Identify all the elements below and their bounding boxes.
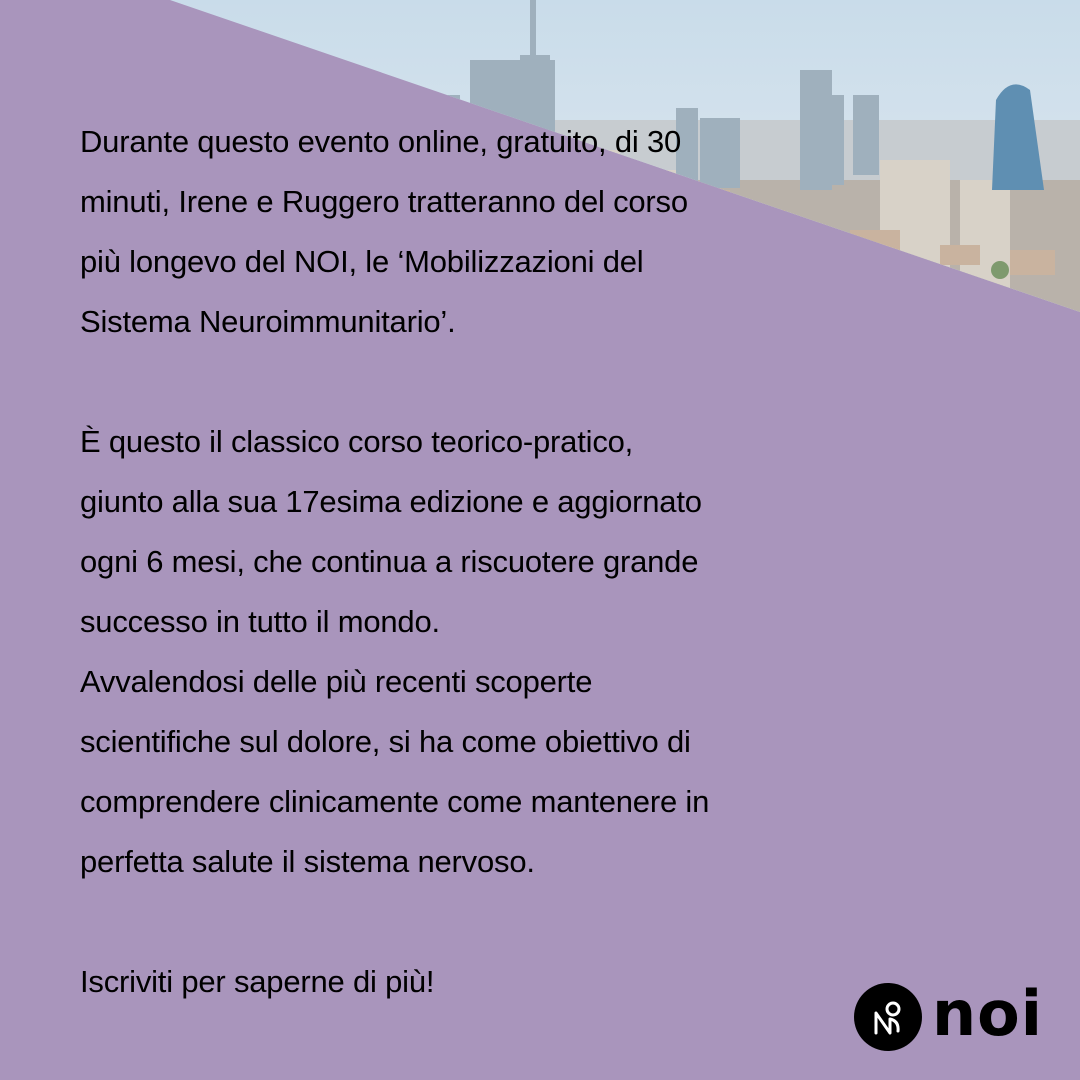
noi-wordmark: noi — [932, 977, 1043, 1050]
noi-logo — [854, 977, 1043, 1051]
paragraph-gap — [80, 352, 880, 412]
event-description — [80, 112, 880, 1012]
paragraph-course: È questo il classico corso teorico-pratico, giunto alla sua 17esima edizione e aggiornato ogni 6 mesi, che continua a riscuotere grande successo in tutto il mondo. Avvalendosi delle più recenti scoperte scientifiche sul dolore, si ha come obiettivo di comprendere clinicamente come mantenere in perfetta salute il sistema nervoso. — [80, 424, 710, 879]
noi-logo-icon — [854, 983, 922, 1051]
paragraph-intro: Durante questo evento online, gratuito, di 30 minuti, Irene e Ruggero tratteranno del corso più longevo del NOI, le ‘Mobilizzazioni del Sistema Neuroimmunitario’. — [80, 124, 688, 339]
call-to-action: Iscriviti per saperne di più! — [80, 964, 435, 999]
paragraph-gap — [80, 892, 880, 952]
